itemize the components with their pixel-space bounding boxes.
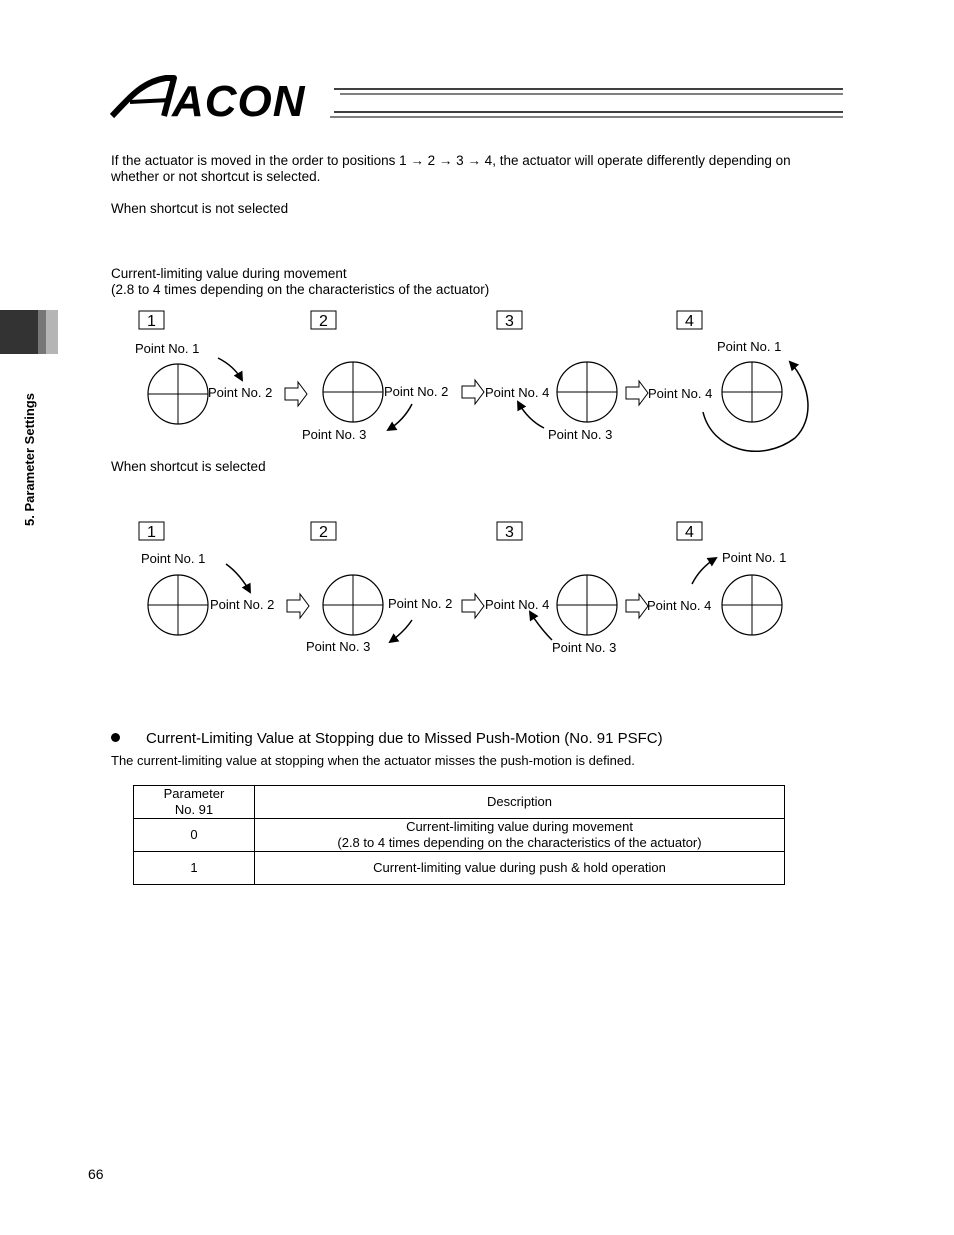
label: Point No. 1	[135, 341, 200, 356]
transition-arrow-3	[626, 381, 648, 405]
step-3-group	[485, 575, 617, 655]
label: Point No. 4	[485, 597, 550, 612]
arrow	[226, 564, 250, 592]
label: Point No. 3	[548, 427, 613, 442]
label: Point No. 4	[648, 386, 713, 401]
arrow	[390, 620, 412, 642]
step-2-box	[311, 522, 336, 541]
arrow	[692, 558, 716, 584]
label: Point No. 1	[717, 339, 782, 354]
cell-description: Current-limiting value during push & hold operation	[255, 852, 785, 885]
label: Point No. 3	[552, 640, 617, 655]
step-4-group	[648, 339, 808, 451]
step-1-group	[135, 341, 272, 424]
label: Point No. 1	[722, 550, 787, 565]
label: Point No. 2	[208, 385, 273, 400]
arrow	[530, 612, 552, 640]
table-header-row	[134, 786, 785, 819]
label: Point No. 2	[210, 597, 275, 612]
header-description: Description	[255, 786, 785, 819]
label: Point No. 2	[384, 384, 449, 399]
step-4-box	[677, 311, 702, 330]
svg-text:1: 1	[147, 313, 156, 330]
table-row	[134, 852, 785, 885]
svg-text:2: 2	[319, 313, 328, 330]
step-4-group	[647, 550, 786, 635]
svg-text:2: 2	[319, 524, 328, 541]
transition-arrow-2	[462, 594, 484, 618]
long-arrow	[703, 362, 808, 451]
header-param: Parameter No. 91	[134, 786, 255, 819]
bullet-icon	[111, 733, 120, 742]
logo-letter-a-stroke	[112, 78, 174, 116]
step-3-box	[497, 522, 522, 541]
acon-logo	[108, 70, 848, 122]
svg-text:3: 3	[505, 313, 514, 330]
intro-line-2: whether or not shortcut is selected.	[111, 169, 321, 184]
step-2-group	[302, 362, 448, 442]
label: Point No. 3	[306, 639, 371, 654]
transition-arrow-1	[285, 382, 307, 406]
svg-text:4: 4	[685, 524, 694, 541]
transition-arrow-2	[462, 380, 484, 404]
arrow	[388, 404, 412, 430]
step-4-box	[677, 522, 702, 541]
svg-text:3: 3	[505, 524, 514, 541]
page-number: 66	[88, 1166, 104, 1182]
step-2-group	[306, 575, 452, 654]
svg-text:1: 1	[147, 524, 156, 541]
svg-text:4: 4	[685, 313, 694, 330]
step-1-box	[139, 311, 164, 330]
arrow	[218, 358, 242, 380]
note-line-2: (2.8 to 4 times depending on the characteristics of the actuator)	[111, 282, 490, 297]
logo-text: ACON	[172, 77, 306, 122]
chapter-label: 5. Parameter Settings	[22, 393, 37, 526]
label: Point No. 4	[485, 385, 550, 400]
label: Point No. 2	[388, 596, 453, 611]
cell-value: 0	[134, 819, 255, 852]
step-1-group	[141, 551, 274, 635]
diagram-not-selected	[0, 300, 954, 460]
cell-value: 1	[134, 852, 255, 885]
step-2-box	[311, 311, 336, 330]
cell-description: Current-limiting value during movement (2.8 to 4 times depending on the characteristics of the actuator)	[255, 819, 785, 852]
transition-arrow-1	[287, 594, 309, 618]
arrow	[518, 402, 544, 428]
section-title: Current-Limiting Value at Stopping due to Missed Push-Motion (No. 91 PSFC)	[146, 730, 663, 747]
label: Point No. 3	[302, 427, 367, 442]
section-description: The current-limiting value at stopping when the actuator misses the push-motion is defined.	[111, 753, 635, 768]
parameter-table	[133, 785, 785, 885]
table-row	[134, 819, 785, 852]
logo-letter-a-bar	[130, 100, 170, 102]
heading-not-selected: When shortcut is not selected	[111, 201, 289, 216]
step-3-box	[497, 311, 522, 330]
transition-arrow-3	[626, 594, 648, 618]
diagram-selected	[0, 512, 954, 672]
label: Point No. 1	[141, 551, 206, 566]
intro-line-1: If the actuator is moved in the order to positions 1 → 2 → 3 → 4, the actuator will operate differently depending on	[111, 153, 791, 168]
heading-selected: When shortcut is selected	[111, 459, 266, 474]
step-3-group	[485, 362, 617, 442]
step-1-box	[139, 522, 164, 541]
note-line-1: Current-limiting value during movement	[111, 266, 347, 281]
label: Point No. 4	[647, 598, 712, 613]
